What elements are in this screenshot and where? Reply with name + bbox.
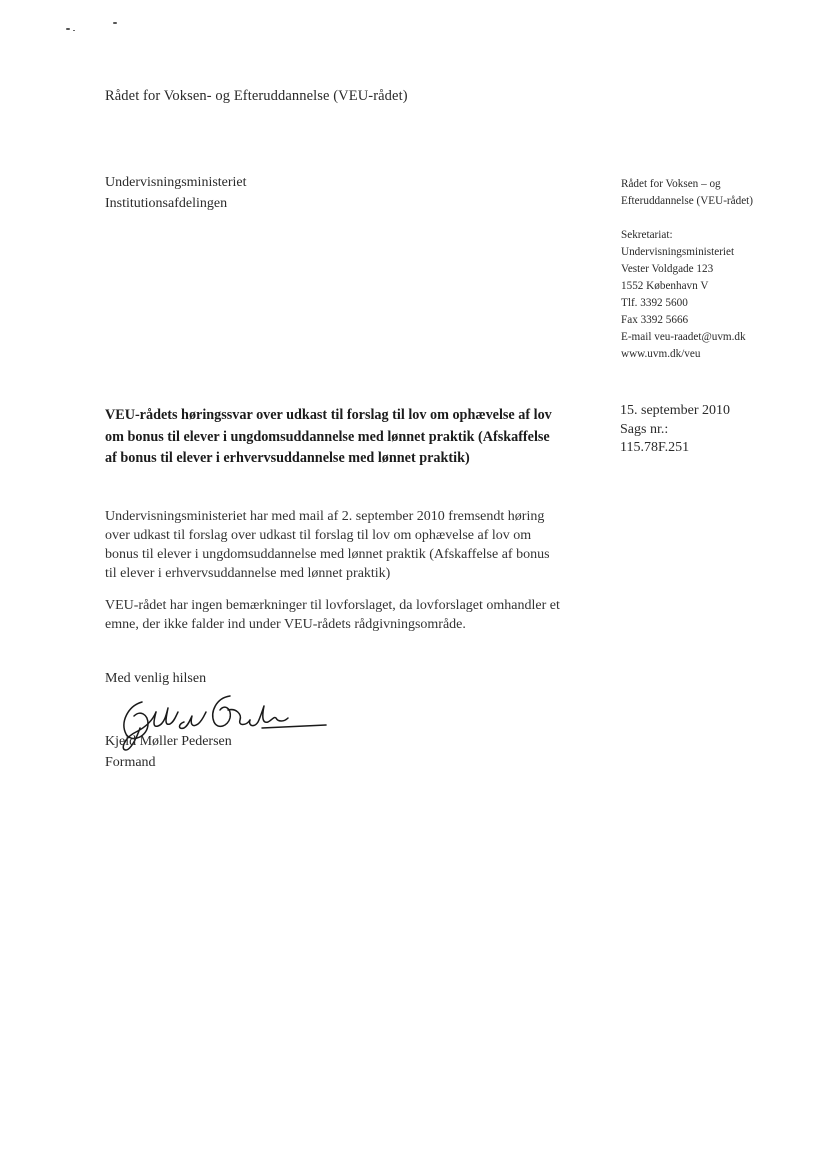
sender-web: www.uvm.dk/veu: [621, 348, 701, 360]
signer-title: Formand: [105, 755, 156, 770]
sender-fax: Fax 3392 5666: [621, 314, 689, 326]
sender-block: [621, 176, 753, 363]
scan-speck: [66, 28, 70, 30]
sender-phone: Tlf. 3392 5600: [621, 297, 688, 309]
sender-email: E-mail veu-raadet@uvm.dk: [621, 331, 746, 343]
sender-secretariat-label: Sekretariat:: [621, 229, 673, 241]
case-number: 115.78F.251: [620, 440, 690, 455]
sender-ministry: Undervisningsministeriet: [621, 246, 735, 258]
recipient-line-ministry: Undervisningsministeriet: [105, 175, 247, 190]
recipient-line-department: Institutionsafdelingen: [105, 196, 228, 211]
scan-speck: [113, 22, 117, 24]
letter-meta: [620, 402, 730, 458]
sender-spacer: [621, 210, 753, 227]
sender-name-line2: Efteruddannelse (VEU-rådet): [621, 195, 754, 207]
recipient-address: [105, 172, 247, 214]
body-paragraph-1: Undervisningsministeriet har med mail af 2. september 2010 fremsendt høring over udkast til forslag over udkast til forslag til lov om ophævelse af lov om bonus til elever i ungdomsuddannelse med lønnet praktik (Afskaffelse af bonus til elever i erhvervsuddannelse med lønnet praktik): [105, 509, 550, 581]
letter-date: 15. september 2010: [620, 403, 731, 418]
sender-street: Vester Voldgade 123: [621, 263, 714, 275]
sender-postal: 1552 København V: [621, 280, 709, 292]
scan-speck: [73, 30, 75, 31]
letterhead-organization: Rådet for Voksen- og Efteruddannelse (VEU-rådet): [105, 88, 408, 104]
signer-name: Kjeld Møller Pedersen: [105, 734, 232, 749]
signer-block: [105, 731, 232, 773]
sender-name-line1: Rådet for Voksen – og: [621, 178, 721, 190]
case-number-label: Sags nr.:: [620, 421, 669, 437]
closing-greeting: Med venlig hilsen: [105, 671, 207, 686]
body-paragraph-2: VEU-rådet har ingen bemærkninger til lovforslaget, da lovforslaget omhandler et emne, der ikke falder ind under VEU-rådets rådgivningsområde.: [105, 598, 560, 632]
letter-subject: VEU-rådets høringssvar over udkast til forslag til lov om ophævelse af lov om bonus til elever i ungdomsuddannelse med lønnet praktik (Afskaffelse af bonus til elever i erhvervsuddannelse med lønnet praktik): [105, 407, 552, 466]
